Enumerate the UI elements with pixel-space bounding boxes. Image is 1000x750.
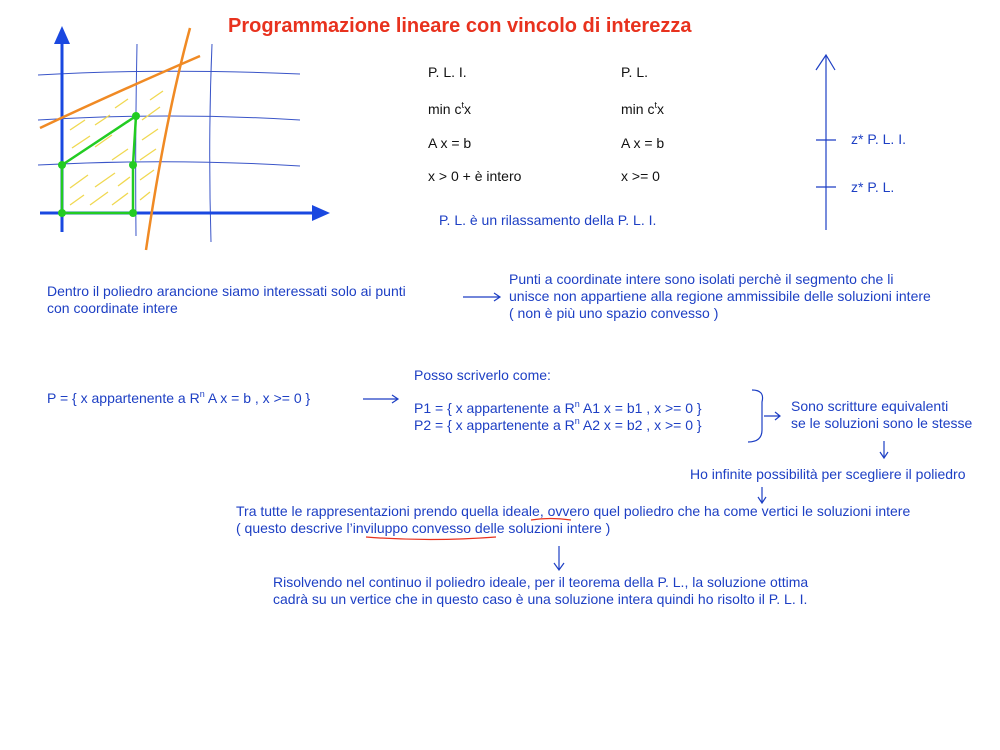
pli-bounds: x > 0 + è intero: [428, 168, 522, 184]
orange-polyhedron: [40, 28, 200, 250]
pl-heading: P. L.: [621, 64, 648, 80]
pl-objective: $\min c^tx$: [621, 100, 664, 117]
integer-point: [58, 209, 66, 217]
integer-points: [58, 112, 140, 217]
grid-line-v1: [136, 44, 137, 236]
arrow-right-icon: [463, 293, 500, 301]
brace-icon: [748, 390, 763, 442]
infinite-note: Ho infinite possibilità per scegliere il poliedro: [690, 466, 966, 482]
integer-point: [132, 112, 140, 120]
integer-point: [129, 161, 137, 169]
equivalent-note: Sono scritture equivalenti: [791, 398, 949, 414]
ideal-line: Tra tutte le rappresentazioni prendo quella ideale, ovvero quel poliedro che ha come vertici le soluzioni intere: [236, 503, 911, 519]
orange-constraint-2: [146, 28, 190, 250]
rewrite-label: Posso scriverlo come:: [414, 367, 551, 383]
conclusion-line: Risolvendo nel continuo il poliedro ideale, per il teorema della P. L., la soluzione ottima: [273, 574, 809, 590]
underline-inviluppo: [366, 537, 496, 540]
page-title: Programmazione lineare con vincolo di interezza: [228, 15, 692, 37]
grid-line-h1: [38, 71, 300, 75]
polyhedron-p2: P2 = { x appartenente a $R^n$ A2 x = b2 , x >= 0 }: [414, 416, 702, 433]
arrow-right-icon: [363, 395, 398, 403]
pl-constraint: A x = b: [621, 135, 665, 151]
pli-objective: $\min c^tx$: [428, 100, 471, 117]
note-line: ( non è più uno spazio convesso ): [509, 305, 719, 321]
note-line: con coordinate intere: [47, 300, 178, 316]
z-axis: [816, 55, 836, 230]
equivalent-note: se le soluzioni sono le stesse: [791, 415, 973, 431]
x-axis-arrow-icon: [312, 205, 330, 221]
y-axis-arrow-icon: [54, 26, 70, 44]
arrow-down-icon: [758, 487, 766, 503]
orange-constraint-1: [40, 56, 200, 128]
relaxation-note: P. L. è un rilassamento della P. L. I.: [439, 212, 657, 228]
arrow-down-icon: [880, 441, 888, 458]
z-label-pl: z* P. L.: [851, 179, 895, 195]
ideal-line: ( questo descrive l’inviluppo convesso delle soluzioni intere ): [236, 520, 611, 536]
grid-line-h3: [38, 162, 300, 166]
z-label-pli: z* P. L. I.: [851, 131, 906, 147]
conclusion-line: cadrà su un vertice che in questo caso è una soluzione intera quindi ho risolto il P. L. I.: [273, 591, 808, 607]
note-line: unisce non appartiene alla regione ammissibile delle soluzioni intere: [509, 288, 931, 304]
integer-point: [58, 161, 66, 169]
integer-point: [129, 209, 137, 217]
polyhedron-p1: P1 = { x appartenente a $R^n$ A1 x = b1 , x >= 0 }: [414, 399, 702, 416]
arrow-right-icon: [764, 412, 780, 420]
pli-constraint: A x = b: [428, 135, 472, 151]
note-line: Dentro il poliedro arancione siamo interessati solo ai punti: [47, 283, 406, 299]
graph-axes: [40, 26, 330, 232]
note-line: Punti a coordinate intere sono isolati perchè il segmento che li: [509, 271, 894, 287]
pl-bounds: x >= 0: [621, 168, 660, 184]
arrow-down-icon: [554, 546, 564, 570]
pli-heading: P. L. I.: [428, 64, 467, 80]
polyhedron-p: P = { x appartenente a $R^n$ A x = b , x >= 0 }: [47, 389, 311, 406]
